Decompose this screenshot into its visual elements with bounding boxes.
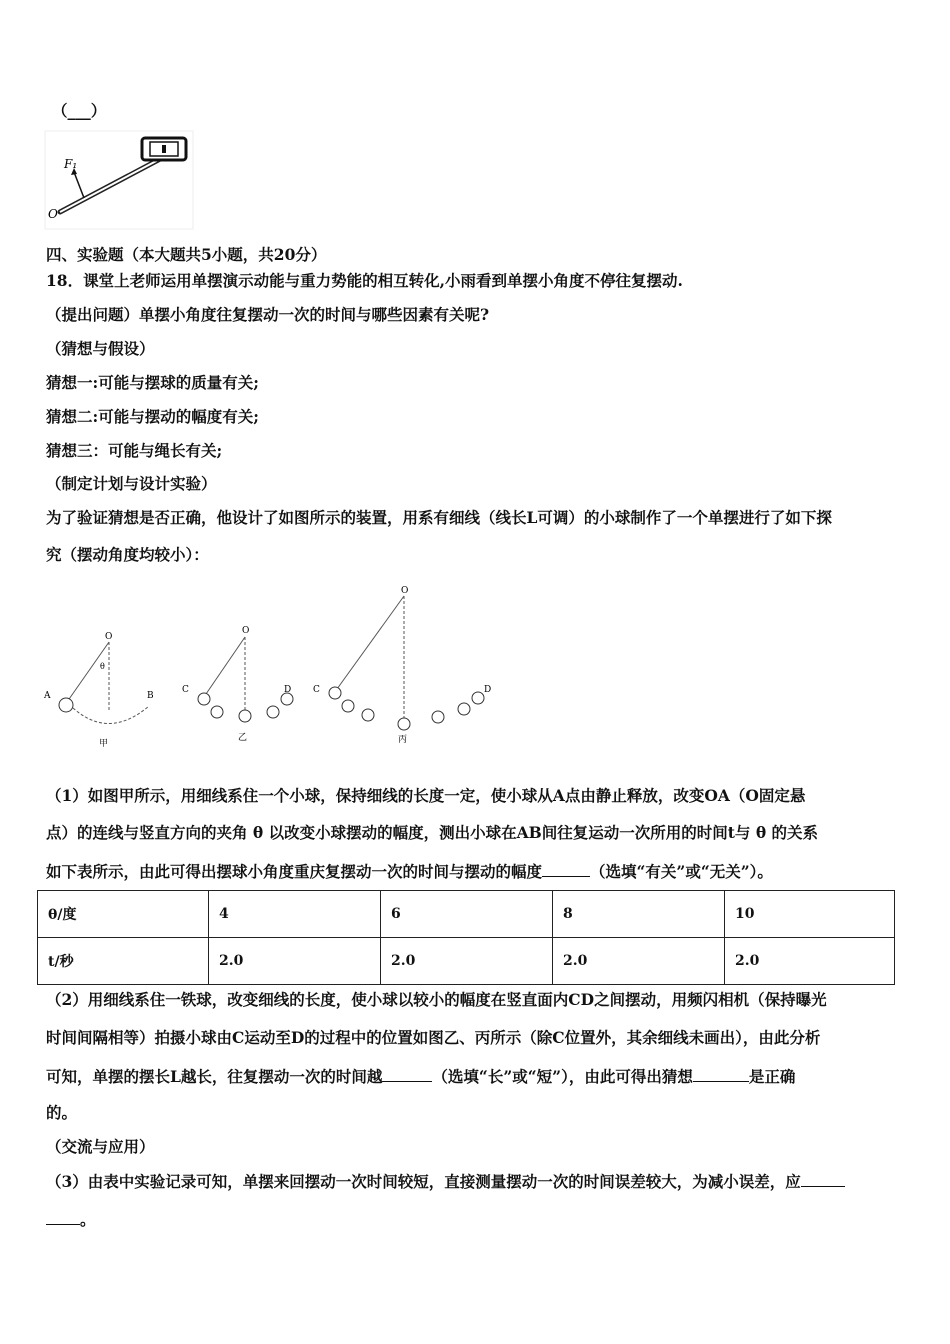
diagram-yi <box>182 626 293 743</box>
answer-blank-2[interactable] <box>382 1065 432 1082</box>
question-tag: （提出问题）单摆小角度往复摆动一次的时间与哪些因素有关呢? <box>46 305 490 324</box>
hypothesis-2: 猜想二:可能与摆动的幅度有关; <box>46 407 259 426</box>
pendulum-diagram <box>40 580 520 750</box>
part1-line3-choice: （选填“有关”或“无关”）。 <box>590 862 773 881</box>
part3-line2-end: 。 <box>80 1210 96 1229</box>
table-cell: 2.0 <box>725 938 895 985</box>
part2-line3 <box>46 1065 795 1088</box>
part3-line2 <box>46 1208 96 1231</box>
part3-line1 <box>46 1170 845 1193</box>
part2-line1: （2）用细线系住一铁球，改变细线的长度，使小球以较小的幅度在竖直面内CD之间摆动，用频闪相机（保持曝光 <box>46 990 827 1009</box>
plan-text-2: 究（摆动角度均较小）： <box>46 545 209 564</box>
part3-line1-text: （3）由表中实验记录可知，单摆来回摆动一次时间较短，直接测量摆动一次的时间误差较大，为减小误差，应 <box>46 1172 801 1191</box>
part2-line3-text: 可知，单摆的摆长L越长，往复摆动一次的时间越 <box>46 1067 383 1086</box>
answer-bracket: （___） <box>52 101 107 120</box>
answer-blank-4-cont[interactable] <box>46 1208 80 1225</box>
yi-caption: 乙 <box>238 733 248 743</box>
jia-theta-label: θ <box>100 662 105 671</box>
jia-a-label: A <box>44 691 51 701</box>
table-cell: t/秒 <box>38 938 209 985</box>
part2-line3-end: 是正确 <box>748 1067 796 1086</box>
diagram-jia <box>43 632 154 749</box>
table-cell: θ/度 <box>38 891 209 938</box>
part2-line2: 时间间隔相等）拍摄小球由C运动至D的过程中的位置如图乙、丙所示（除C位置外，其余细线未画出），由此分析 <box>46 1028 821 1047</box>
q18-intro: 18．课堂上老师运用单摆演示动能与重力势能的相互转化,小雨看到单摆小角度不停往复摆动. <box>46 271 683 290</box>
bing-c-label: C <box>313 685 320 695</box>
table-cell: 2.0 <box>381 938 553 985</box>
part1-line3-text: 如下表所示，由此可得出摆球小角度重庆复摆动一次的时间与摆动的幅度 <box>46 862 543 881</box>
diagram-bing <box>313 586 491 745</box>
part1-line2: 点）的连线与竖直方向的夹角 θ 以改变小球摆动的幅度，测出小球在AB间往复运动一次所用的时间t与 θ 的关系 <box>46 823 819 842</box>
yi-c-label: C <box>182 685 189 695</box>
hypothesis-3: 猜想三：可能与绳长有关; <box>46 441 223 460</box>
exchange-head: （交流与应用） <box>46 1137 155 1156</box>
table-cell: 2.0 <box>209 938 381 985</box>
yi-d-label: D <box>284 685 292 695</box>
plan-text-1: 为了验证猜想是否正确，他设计了如图所示的装置，用系有细线（线长L可调）的小球制作了一个单摆进行了如下探 <box>46 508 832 527</box>
table-row <box>38 938 895 985</box>
answer-blank-3[interactable] <box>693 1065 749 1082</box>
yi-o-label: O <box>242 626 250 636</box>
part1-line3 <box>46 860 773 883</box>
hypothesis-head: （猜想与假设） <box>46 339 155 358</box>
pivot-label: O <box>48 207 58 221</box>
jia-caption: 甲 <box>99 739 109 749</box>
jia-b-label: B <box>147 691 154 701</box>
bing-d-label: D <box>484 685 492 695</box>
table-cell: 6 <box>381 891 553 938</box>
answer-blank-1[interactable] <box>542 860 590 877</box>
answer-blank-4[interactable] <box>801 1170 845 1187</box>
table-cell: 10 <box>725 891 895 938</box>
bing-caption: 丙 <box>398 735 408 745</box>
plan-head: （制定计划与设计实验） <box>46 474 217 493</box>
table-row <box>38 891 895 938</box>
selfie-stick-figure <box>44 130 194 230</box>
hypothesis-1: 猜想一:可能与摆球的质量有关; <box>46 373 259 392</box>
part2-line4: 的。 <box>46 1103 78 1122</box>
data-table <box>37 890 895 985</box>
table-cell: 2.0 <box>553 938 725 985</box>
part1-line1: （1）如图甲所示，用细线系住一个小球，保持细线的长度一定，使小球从A点由静止释放，改变OA（O固定悬 <box>46 786 806 805</box>
bing-o-label: O <box>401 586 409 596</box>
part2-line3-choice: （选填“长”或“短”），由此可得出猜想 <box>432 1067 693 1086</box>
force-label: F₁ <box>64 157 78 171</box>
table-cell: 8 <box>553 891 725 938</box>
jia-o-label: O <box>105 632 113 642</box>
table-cell: 4 <box>209 891 381 938</box>
section-title: 四、实验题（本大题共5小题，共20分） <box>46 245 327 264</box>
